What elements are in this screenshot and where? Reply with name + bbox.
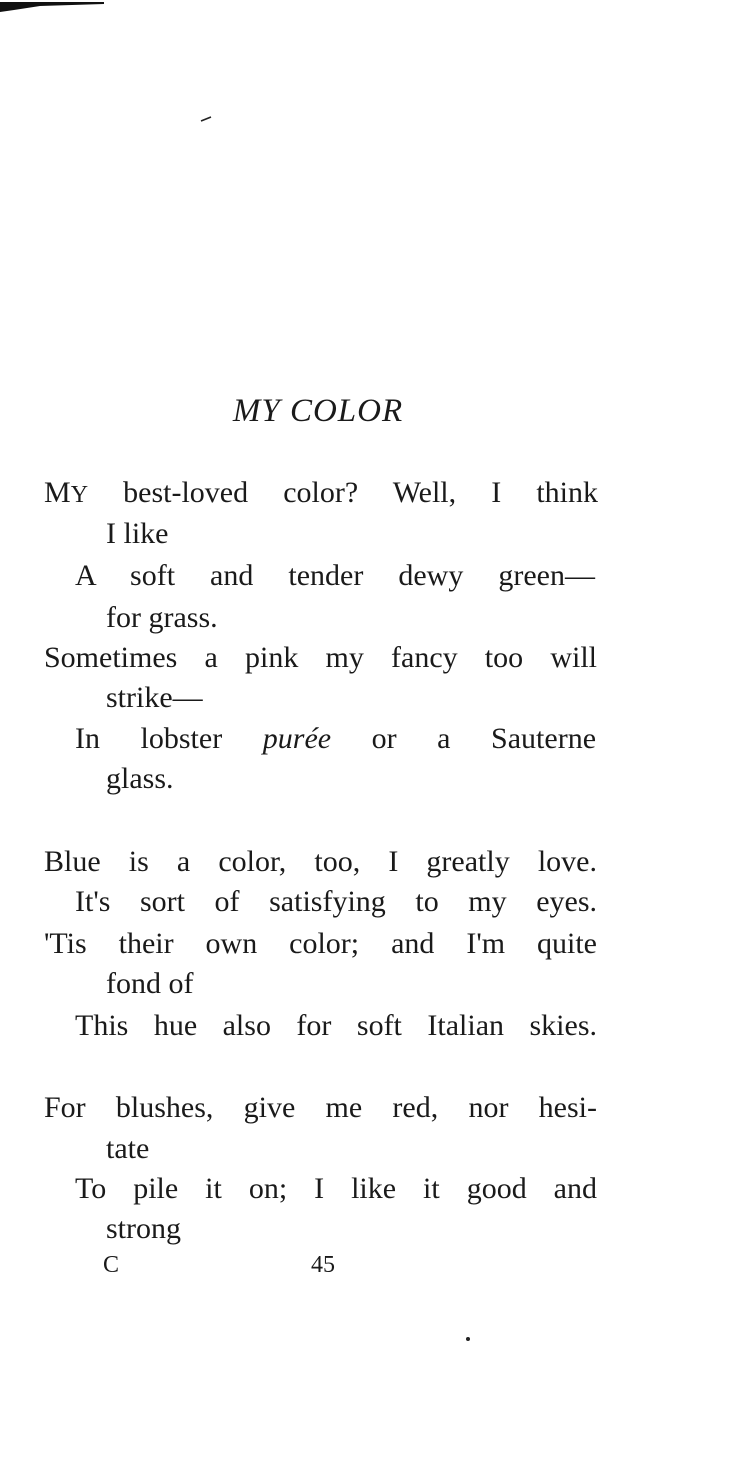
line-text: best-loved color? Well, I think: [88, 476, 598, 509]
italic-word: purée: [262, 722, 332, 755]
signature-mark: C: [103, 1252, 120, 1278]
poem-line: fond of: [106, 967, 194, 1000]
ink-speck: [200, 116, 212, 122]
poem-line: For blushes, give me red, nor hesi-: [44, 1091, 597, 1124]
poem-line: I like: [106, 517, 169, 550]
page-number: 45: [311, 1252, 335, 1278]
poem-line: [75, 719, 596, 759]
poem-line: To pile it on; I like it good and: [75, 1172, 597, 1205]
poem-line: Sometimes a pink my fancy too will: [44, 641, 597, 674]
poem-line: A soft and tender dewy green—: [75, 559, 595, 592]
small-cap-m: M: [44, 476, 71, 509]
poem-line: [44, 473, 598, 515]
poem-line: 'Tis their own color; and I'm quite: [44, 927, 597, 960]
ink-dot: [466, 1337, 470, 1341]
line-text: In lobster: [75, 722, 263, 755]
poem-line: strike—: [106, 681, 203, 714]
scan-edge-mark: [0, 0, 104, 12]
poem-line: tate: [106, 1132, 150, 1165]
small-cap-y: Y: [70, 482, 89, 508]
poem-line: Blue is a color, too, I greatly love.: [44, 845, 597, 878]
poem-line: It's sort of satisfying to my eyes.: [75, 885, 597, 918]
poem-line: for grass.: [106, 601, 218, 634]
poem-line: glass.: [106, 762, 174, 795]
line-text: or a Sauterne: [331, 722, 597, 755]
poem-line: strong: [106, 1212, 181, 1245]
poem-line: This hue also for soft Italian skies.: [75, 1009, 597, 1042]
poem-title: MY COLOR: [232, 393, 404, 429]
